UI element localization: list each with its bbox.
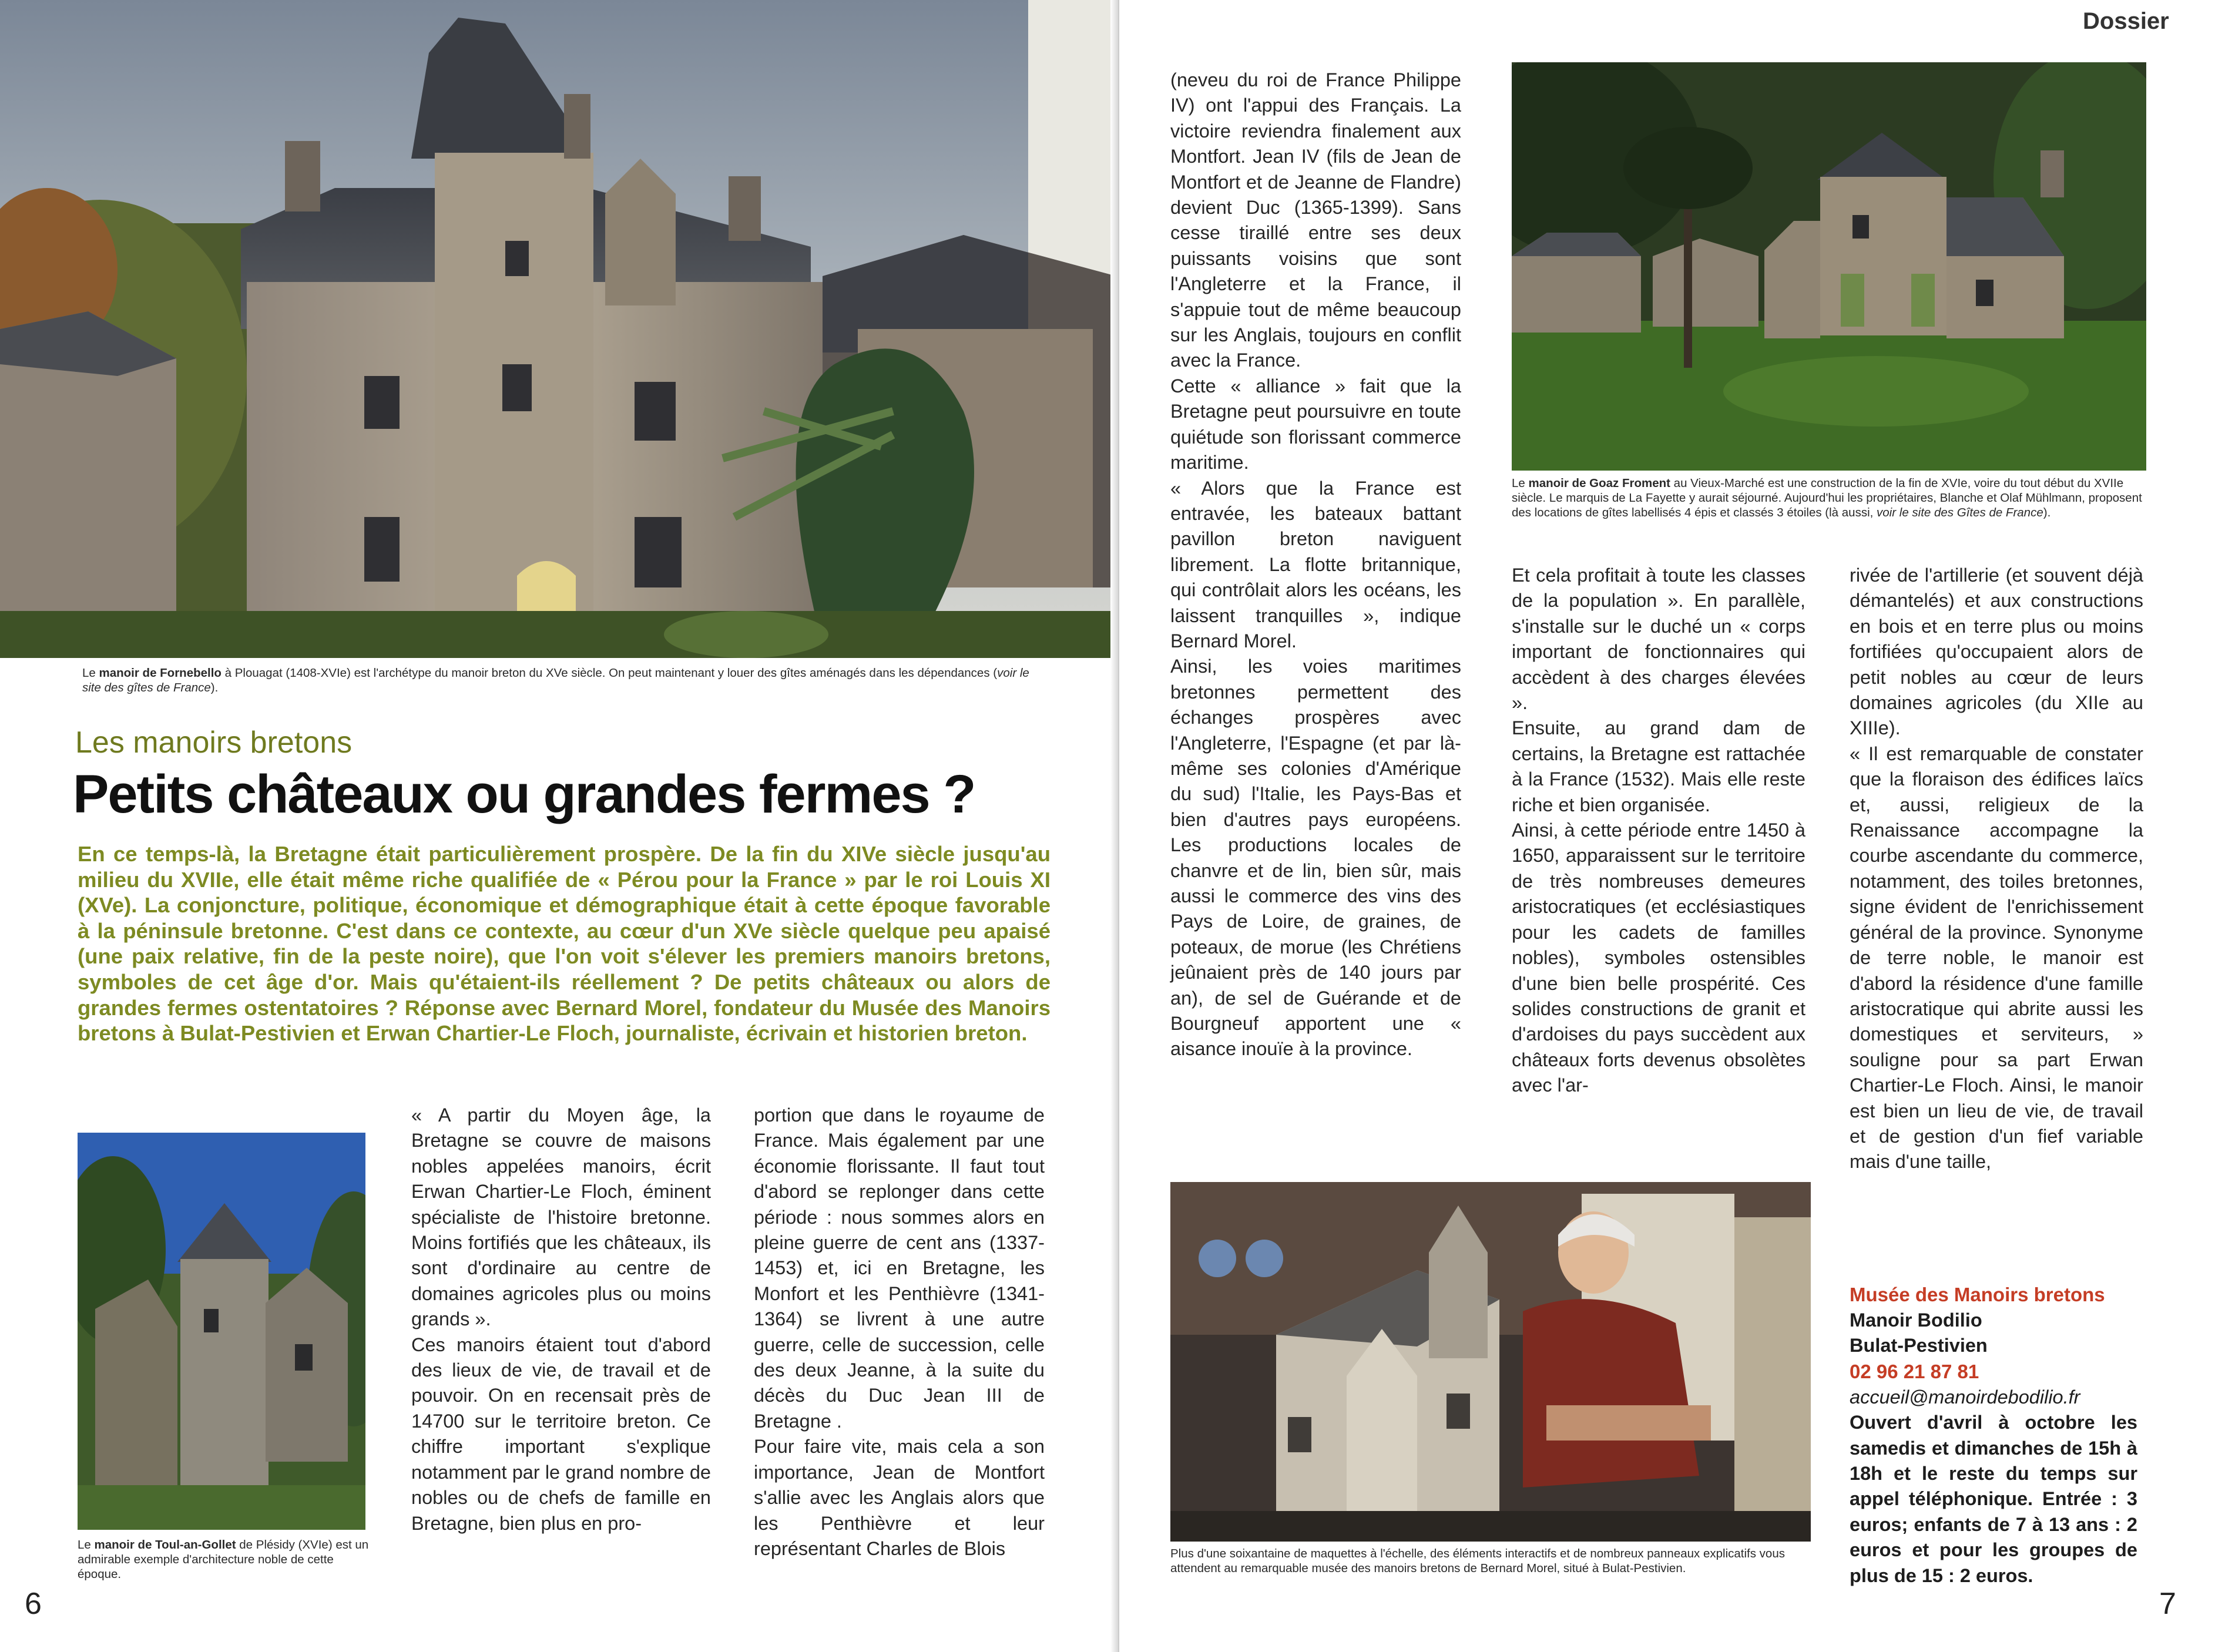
infobox-hours: Ouvert d'avril à octobre les samedis et dimanches de 15h à 18h et le reste du temps sur appel téléphonique. Entrée : 3 euros; enfants de 7 à 13 ans : 2 euros et pour les groupes de plus de 15 : 2 euros.: [1850, 1412, 2137, 1586]
paragraph: Et cela profitait à toute les classes de la population ». En parallèle, s'installe sur le duché un « corps important de fonctionnaires qui accèdent à des charges élevées ».: [1512, 565, 1805, 714]
museum-caption: Plus d'une soixantaine de maquettes à l'échelle, des éléments interactifs et de nombreux panneaux explicatifs vous attendent au remarquable musée des manoirs bretons de Bernard Morel, situé à Bulat-Pestivien.: [1170, 1547, 1785, 1575]
caption-link[interactable]: voir le site des Gîtes de France: [1877, 506, 2043, 519]
text-column-1: [411, 1103, 711, 1536]
page-number: 7: [2159, 1587, 2176, 1621]
caption-text: à Plouagat (1408-XVIe) est l'archétype du manoir breton du XVe siècle. On peut maintenant y louer des gîtes aménagés dans les dépendances (: [221, 666, 998, 680]
caption-text: ).: [2043, 506, 2051, 519]
paragraph: Cette « alliance » fait que la Bretagne peut poursuivre en toute quiétude son florissant commerce maritime.: [1170, 375, 1461, 474]
caption-bold: manoir de Toul-an-Gollet: [94, 1538, 236, 1552]
caption-link[interactable]: voir le site des gîtes de France: [82, 666, 1029, 694]
photo-museum-bernard-morel: [1170, 1182, 1811, 1542]
caption-text: Le: [78, 1538, 95, 1552]
text-column-4: [1512, 563, 1805, 1099]
kicker: Les manoirs bretons: [75, 726, 353, 760]
museum-infobox: [1850, 1282, 2137, 1589]
text-column-3: [1170, 68, 1461, 1062]
photo-goaz-froment: [1512, 62, 2146, 471]
paragraph: Ensuite, au grand dam de certains, la Bretagne est rattachée à la France (1532). Mais elle reste riche et bien organisée.: [1512, 717, 1805, 815]
caption-text: Le: [82, 666, 99, 680]
infobox-email[interactable]: accueil@manoirdebodilio.fr: [1850, 1386, 2080, 1408]
paragraph: Pour faire vite, mais cela a son importance, Jean de Montfort s'allie avec les Anglais alors que les Penthièvre et leur représentant Charles de Blois: [754, 1436, 1045, 1559]
caption-bold: manoir de Goaz Froment: [1528, 476, 1670, 490]
paragraph: « Il est remarquable de constater que la floraison des édifices laïcs et, aussi, religieux de la Renaissance accompagne la courbe ascendante du commerce, notamment, des toiles bretonnes, signe évident de l'enrichissement général de la province. Synonyme de terre noble, le manoir est d'abord la résidence d'une famille aristocratique qui abrite aussi les domestiques et serviteurs, » souligne pour sa part Erwan Chartier-Le Floch. Ainsi, le manoir est bien un lieu de vie, de travail et de gestion d'un fief variable mais d'une taille,: [1850, 743, 2143, 1173]
infobox-phone[interactable]: 02 96 21 87 81: [1850, 1360, 1979, 1382]
headline: Petits châteaux ou grandes fermes ?: [73, 764, 975, 824]
intro-chapo: En ce temps-là, la Bretagne était particulièrement prospère. De la fin du XIVe siècle jusqu'au milieu du XVIIe, elle était même riche qualifiée de « Pérou pour la France » par le roi Louis XI (XVe). La conjoncture, politique, économique et démographique était à cette époque favorable à la péninsule bretonne. C'est dans ce contexte, au cœur d'un XVe siècle quelque peu apaisé (une paix relative, fin de la peste noire), que l'on voit s'élever les premiers manoirs bretons, symboles de cet âge d'or. Mais qu'étaient-ils réellement ? De petits châteaux ou alors de grandes fermes ostentatoires ? Réponse avec Bernard Morel, fondateur du Musée des Manoirs bretons à Bulat-Pestivien et Erwan Chartier-Le Floch, journaliste, écrivain et historien breton.: [78, 842, 1051, 1046]
photo-toul-an-gollet: [78, 1133, 365, 1530]
right-page: [1119, 0, 2215, 1652]
paragraph: « Alors que la France est entravée, les bateaux battant pavillon breton naviguent librement. La flotte britannique, qui contrôlait alors les océans, les laissent tranquilles », indique Bernard Morel.: [1170, 477, 1461, 652]
page-number: 6: [25, 1587, 42, 1621]
paragraph: (neveu du roi de France Philippe IV) ont l'appui des Français. La victoire reviendra finalement aux Montfort. Jean IV (fils de Jean de Montfort et de Jeanne de Flandre) devient Duc (1365-1399). Sans cesse tiraillé entre ses deux puissants voisins que sont l'Angleterre et la France, il s'appuie tout de même beaucoup sur les Anglais, toujours en conflit avec la France.: [1170, 69, 1461, 371]
caption-text: ).: [210, 681, 219, 694]
paragraph: Ces manoirs étaient tout d'abord des lieux de vie, de travail et de pouvoir. On en recensait près de 14700 sur le territoire breton. Ce chiffre important s'explique notamment par le grand nombre de nobles ou de chefs de famille en Bretagne, bien plus en pro-: [411, 1334, 711, 1534]
hero-caption: [82, 666, 1034, 695]
paragraph: « A partir du Moyen âge, la Bretagne se couvre de maisons nobles appelées manoirs, écrit Erwan Chartier-Le Floch, éminent spécialiste de l'histoire bretonne. Moins fortifiés que les châteaux, ils sont d'ordinaire au centre de domaines agricoles plus ou moins grands ».: [411, 1104, 711, 1330]
paragraph: rivée de l'artillerie (et souvent déjà démantelés) et aux constructions en bois et en terre plus ou moins fortifiées qu'occupaient alors de petit nobles au cœur de leurs domaines agricoles (du XIIe au XIIIe).: [1850, 565, 2143, 739]
caption-bold: manoir de Fornebello: [99, 666, 222, 680]
paragraph: portion que dans le royaume de France. Mais également par une économie florissante. Il faut tout d'abord se replonger dans cette période : nous sommes alors en pleine guerre de cent ans (1337-1453) et, ici en Bretagne, les Monfort et les Penthièvre (1341-1364) se livrent à une autre guerre, celle de succession, celle des deux Jeanne, à la suite du décès du Duc Jean III de Bretagne .: [754, 1104, 1045, 1432]
small-photo-caption: [78, 1537, 371, 1582]
section-label: Dossier: [2083, 8, 2169, 34]
caption-text: Le: [1512, 476, 1529, 490]
paragraph: Ainsi, les voies maritimes bretonnes permettent des échanges prospères avec l'Angleterre, l'Espagne (et par là-même ses colonies d'Amérique du sud) l'Italie, les Pays-Bas et bien d'autres pays européens. Les productions locales de chanvre et de lin, bien sûr, mais aussi le commerce des vins des Pays de Loire, de graines, de poteaux, de morue (les Chrétiens jeûnaient près de 140 jours par an), de sel de Guérande et de Bourgneuf apportent une « aisance inouïe à la province.: [1170, 656, 1461, 1060]
goaz-froment-caption: [1512, 476, 2146, 520]
text-column-5: [1850, 563, 2143, 1175]
text-column-2: [754, 1103, 1045, 1562]
paragraph: Ainsi, à cette période entre 1450 à 1650, apparaissent sur le territoire de très nombreuses demeures aristocratiques (et ecclésiastiques pour les cadets de familles nobles), symboles ostensibles d'une bien belle prospérité. Ces solides constructions de granit et d'ardoises du pays succèdent aux châteaux forts devenus obsolètes avec l'ar-: [1512, 820, 1805, 1096]
infobox-title: Musée des Manoirs bretons: [1850, 1284, 2105, 1305]
hero-photo-fornebello: [0, 0, 1113, 658]
infobox-line-1: Manoir Bodilio: [1850, 1309, 1982, 1331]
infobox-line-2: Bulat-Pestivien: [1850, 1335, 1988, 1356]
caption-text: au Vieux-Marché est une construction de la fin de XVIe, voire du tout début du XVIIe siècle. Le marquis de La Fayette y aurait séjourné. Aujourd'hui les propriétaires, Blanche et Olaf Mühlmann, proposent des locations de gîtes labellisés 4 épis et classés 3 étoiles (là aussi,: [1512, 476, 2142, 519]
caption-text: de Plésidy (XVIe) est un admirable exemple d'architecture noble de cette époque.: [78, 1538, 369, 1581]
